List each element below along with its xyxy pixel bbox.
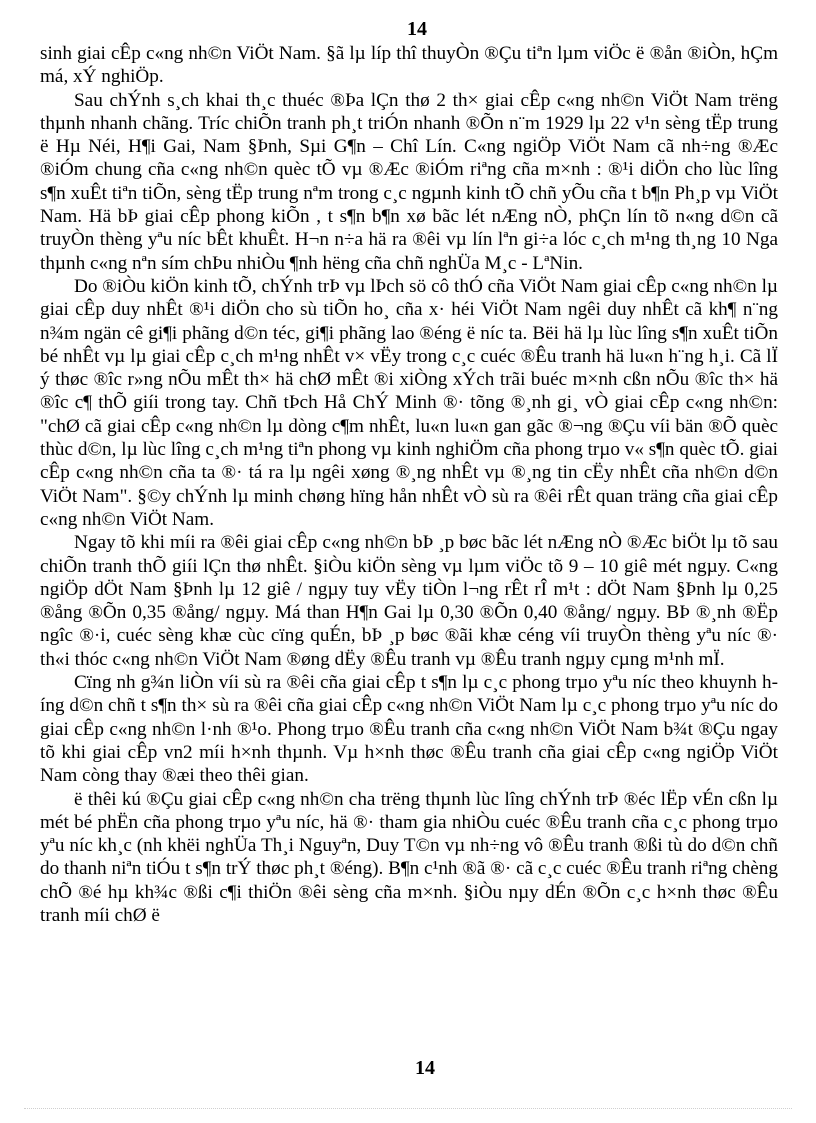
paragraph-5: Cïng nh g¾n liÒn víi sù ra ®êi cña giai cÊp t s¶n lµ c¸c phong trµo yªu níc theo khuynh híng d©n chñ t s¶n th× sù ra ®êi cña giai cÊp c«ng nh©n ViÖt Nam lµ c¸c phong trµo yªu níc do giai cÊp c«ng nh©n l·nh ®¹o. Phong trµo ®Êu tranh cña c«ng nh©n ViÖt Nam b¾t ®Çu ngay tõ khi giai cÊp vn2 míi h×nh thµnh. Vµ h×nh thøc ®Êu tranh cña giai cÊp c«ng ngiÖp ViÖt Nam còng thay ®æi theo thêi gian. <box>40 672 778 787</box>
paragraph-4: Ngay tõ khi míi ra ®êi giai cÊp c«ng nh©n bÞ ¸p bøc bãc lét nÆng nÒ ®Æc biÖt lµ tõ sau chiÕn tranh thÕ giíi lÇn thø nhÊt. §iÒu kiÖn sèng vµ lµm viÖc tõ 9 – 10 giê mét ngµy. C«ng ngiÖp dÖt Nam §Þnh lµ 12 giê / ngµy tuy vËy tiÒn l¬ng rÊt rÎ m¹t : dÖt Nam §Þnh lµ 0,25 ®ång ®Õn 0,35 ®ång/ ngµy. Má than H¶n Gai lµ 0,30 ®Õn 0,40 ®ång/ ngµy. BÞ ®¸nh ®Ëp ngîc ®·i, cuéc sèng khæ cùc cïng quÉn, bÞ ¸p bøc ®ãi khæ céng víi truyÒn thèng yªu níc ®· th«i thóc c«ng nh©n ViÖt Nam ®øng dËy ®Êu tranh vµ ®Êu tranh ngµy cµng m¹nh mÏ. <box>40 532 778 670</box>
page-number-top: 14 <box>407 18 427 40</box>
paragraph-3: Do ®iÒu kiÖn kinh tÕ, chÝnh trÞ vµ lÞch sö cô thÓ cña ViÖt Nam giai cÊp c«ng nh©n lµ giai cÊp duy nhÊt ®¹i diÖn cho sù tiÕn ho¸ cña x· héi ViÖt Nam ngêi duy nhÊt cã kh¶ n¨ng n¾m ngän cê gi¶i phãng d©n téc, gi¶i phãng lao ®éng ë níc ta. Bëi hä lµ lùc lîng s¶n xuÊt tiÕn bé nhÊt vµ lµ giai cÊp c¸ch m¹ng nhÊt v× vËy trong c¸c cuéc ®Êu tranh hä lu«n h¨ng h¸i. Cã lÏ ý thøc ®îc r»ng nÕu mÊt th× hä chØ mÊt ®i xiÒng xÝch trãi buéc m×nh cßn nÕu ®îc th× hä ®îc c¶ thÕ giíi trong tay. Chñ tÞch Hå ChÝ Minh ®· tõng ®¸nh gi¸ vÒ giai cÊp c«ng nh©n: "chØ cã giai cÊp c«ng nh©n lµ dòng c¶m nhÊt, lu«n lu«n gan gãc ®¬ng ®Çu víi bän ®Õ quèc thùc d©n, lµ lùc lîng c¸ch m¹ng tiªn phong vµ kinh nghiÖm cña phong trµo v« s¶n quèc tÕ. giai cÊp c«ng nh©n cña ta ®· tá ra lµ ngêi xøng ®¸ng nhÊt vµ ®¸ng tin cËy nhÊt cña nh©n d©n ViÖt Nam". §©y chÝnh lµ minh chøng hïng hån nhÊt vÒ sù ra ®êi rÊt quan träng cña giai cÊp c«ng nh©n ViÖt Nam. <box>40 275 778 530</box>
body-text <box>40 42 778 927</box>
paragraph-1: sinh giai cÊp c«ng nh©n ViÖt Nam. §ã lµ líp thî thuyÒn ®Çu tiªn lµm viÖc ë ®ån ®iÒn, hÇm má, xÝ nghiÖp. <box>40 43 778 88</box>
paragraph-2: Sau chÝnh s¸ch khai th¸c thuéc ®Þa lÇn thø 2 th× giai cÊp c«ng nh©n ViÖt Nam trëng thµnh nhanh chãng. Tríc chiÕn tranh ph¸t triÓn nhanh ®Õn n¨m 1929 lµ 22 v¹n sèng tËp trung ë Hµ Néi, H¶i Gai, Nam §Þnh, Sµi G¶n – Chî Lín. C«ng ngiÖp ViÖt Nam cã nh÷ng ®Æc ®iÓm chung cña c«ng nh©n quèc tÕ vµ ®Æc ®iÓm riªng cña m×nh : ®¹i diÖn cho lùc lîng s¶n xuÊt tiªn tiÕn, sèng tËp trung nªm trong c¸c ngµnh kinh tÕ chñ yÕu cña t b¶n Ph¸p vµ ViÖt Nam. Hä bÞ giai cÊp phong kiÕn , t s¶n b¶n xø bãc lét nÆng nÒ, phÇn lín tõ n«ng d©n cã truyÒn thèng yªu níc bÊt khuÊt. H¬n n÷a hä ra ®êi vµ lín lªn gi÷a lóc c¸ch m¹ng th¸ng 10 Nga thµnh c«ng nªn sím chÞu nhiÒu ¶nh hëng cña chñ nghÜa M¸c - LªNin. <box>40 89 778 274</box>
page-number-bottom: 14 <box>415 1057 435 1079</box>
paragraph-6: ë thêi kú ®Çu giai cÊp c«ng nh©n cha trëng thµnh lùc lîng chÝnh trÞ ®éc lËp vÉn cßn lµ mét bé phËn cña phong trµo yªu níc, hä ®· tham gia nhiÒu cuéc ®Êu tranh cña c¸c phong trµo yªu níc kh¸c (nh khëi nghÜa Th¸i Nguyªn, Duy T©n vµ nh÷ng vô ®Êu tranh ®ßi tù do d©n chñ do thanh niªn tiÓu t s¶n trÝ thøc ph¸t ®éng). B¶n c¹nh ®ã ®· cã c¸c cuéc ®Êu tranh riªng chèng chÕ ®é hµ kh¾c ®ßi c¶i thiÖn ®êi sèng cña m×nh. §iÒu nµy dÉn ®Õn c¸c h×nh thøc ®Êu tranh míi chØ ë <box>40 788 778 926</box>
page-bottom-divider <box>24 1108 792 1109</box>
